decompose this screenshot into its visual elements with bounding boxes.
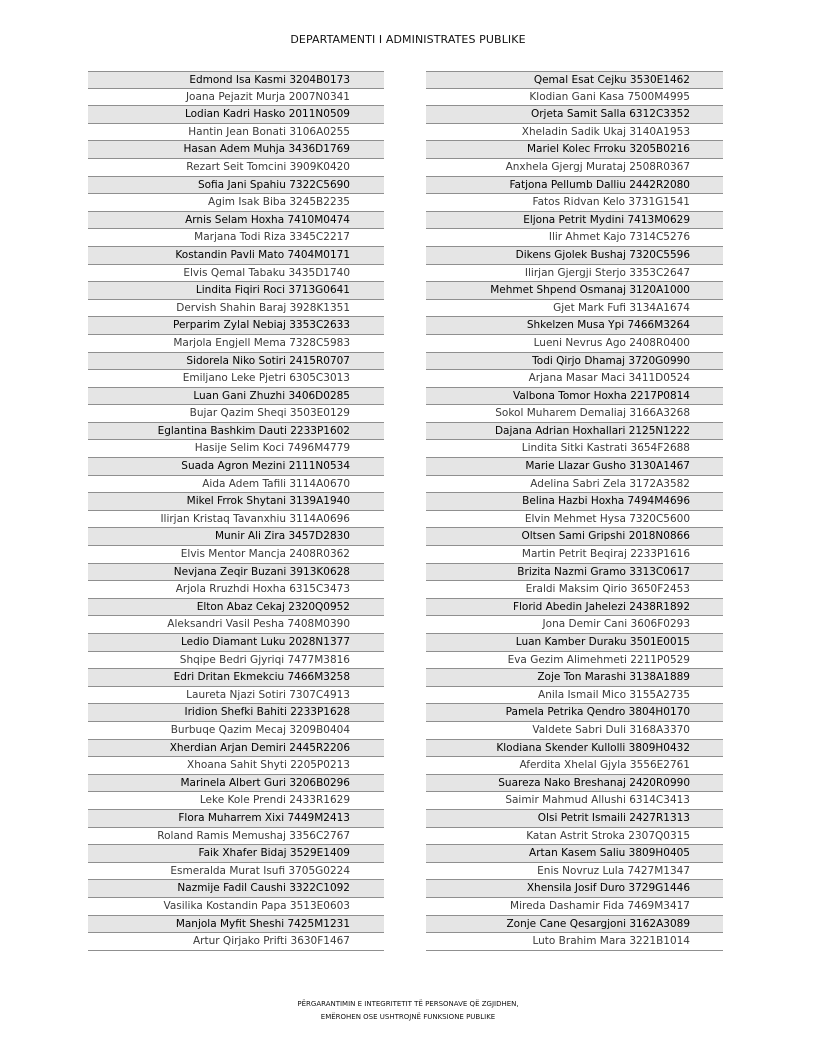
list-item: Perparim Zylal Nebiaj 3353C2633 <box>88 317 384 335</box>
list-item: Eljona Petrit Mydini 7413M0629 <box>426 212 723 230</box>
list-item: Orjeta Samit Salla 6312C3352 <box>426 106 723 124</box>
list-item: Ilirjan Kristaq Tavanxhiu 3114A0696 <box>88 511 384 529</box>
list-item: Jona Demir Cani 3606F0293 <box>426 616 723 634</box>
list-item: Ilir Ahmet Kajo 7314C5276 <box>426 229 723 247</box>
list-item: Luto Brahim Mara 3221B1014 <box>426 933 723 951</box>
footer-line-2: EMËROHEN OSE USHTROJNË FUNKSIONE PUBLIKE <box>320 1013 496 1021</box>
list-item: Marjola Engjell Mema 7328C5983 <box>88 335 384 353</box>
list-item: Fatos Ridvan Kelo 3731G1541 <box>426 194 723 212</box>
list-item: Elvin Mehmet Hysa 7320C5600 <box>426 511 723 529</box>
list-item: Vasilika Kostandin Papa 3513E0603 <box>88 898 384 916</box>
left-name-column <box>88 71 384 951</box>
list-item: Munir Ali Zira 3457D2830 <box>88 528 384 546</box>
list-item: Gjet Mark Fufi 3134A1674 <box>426 300 723 318</box>
page-footer <box>0 998 816 1024</box>
list-item: Adelina Sabri Zela 3172A3582 <box>426 476 723 494</box>
list-item: Rezart Seit Tomcini 3909K0420 <box>88 159 384 177</box>
list-item: Klodian Gani Kasa 7500M4995 <box>426 89 723 107</box>
list-item: Qemal Esat Cejku 3530E1462 <box>426 71 723 89</box>
list-item: Elton Abaz Cekaj 2320Q0952 <box>88 599 384 617</box>
list-item: Ledio Diamant Luku 2028N1377 <box>88 634 384 652</box>
right-name-column <box>426 71 723 951</box>
list-item: Emiljano Leke Pjetri 6305C3013 <box>88 370 384 388</box>
page-title: DEPARTAMENTI I ADMINISTRATES PUBLIKE <box>290 33 526 46</box>
list-item: Shqipe Bedri Gjyriqi 7477M3816 <box>88 652 384 670</box>
list-item: Aleksandri Vasil Pesha 7408M0390 <box>88 616 384 634</box>
list-item: Dervish Shahin Baraj 3928K1351 <box>88 300 384 318</box>
list-item: Dajana Adrian Hoxhallari 2125N1222 <box>426 423 723 441</box>
list-item: Sidorela Niko Sotiri 2415R0707 <box>88 353 384 371</box>
list-item: Marjana Todi Riza 3345C2217 <box>88 229 384 247</box>
list-item: Luan Kamber Duraku 3501E0015 <box>426 634 723 652</box>
list-item: Aferdita Xhelal Gjyla 3556E2761 <box>426 757 723 775</box>
list-item: Elvis Mentor Mancja 2408R0362 <box>88 546 384 564</box>
list-item: Flora Muharrem Xixi 7449M2413 <box>88 810 384 828</box>
list-item: Marie Llazar Gusho 3130A1467 <box>426 458 723 476</box>
list-item: Hantin Jean Bonati 3106A0255 <box>88 124 384 142</box>
list-item: Marinela Albert Guri 3206B0296 <box>88 775 384 793</box>
list-item: Xheladin Sadik Ukaj 3140A1953 <box>426 124 723 142</box>
list-item: Pamela Petrika Qendro 3804H0170 <box>426 704 723 722</box>
list-item: Nazmije Fadil Caushi 3322C1092 <box>88 880 384 898</box>
list-item: Xherdian Arjan Demiri 2445R2206 <box>88 740 384 758</box>
list-item: Hasije Selim Koci 7496M4779 <box>88 440 384 458</box>
list-item: Anila Ismail Mico 3155A2735 <box>426 687 723 705</box>
list-item: Saimir Mahmud Allushi 6314C3413 <box>426 792 723 810</box>
list-item: Leke Kole Prendi 2433R1629 <box>88 792 384 810</box>
list-item: Arnis Selam Hoxha 7410M0474 <box>88 212 384 230</box>
list-item: Manjola Myfit Sheshi 7425M1231 <box>88 916 384 934</box>
list-item: Oltsen Sami Gripshi 2018N0866 <box>426 528 723 546</box>
list-item: Mehmet Shpend Osmanaj 3120A1000 <box>426 282 723 300</box>
list-item: Luan Gani Zhuzhi 3406D0285 <box>88 388 384 406</box>
list-item: Arjola Rruzhdi Hoxha 6315C3473 <box>88 581 384 599</box>
list-item: Florid Abedin Jahelezi 2438R1892 <box>426 599 723 617</box>
list-item: Eraldi Maksim Qirio 3650F2453 <box>426 581 723 599</box>
list-item: Aida Adem Tafili 3114A0670 <box>88 476 384 494</box>
list-item: Valbona Tomor Hoxha 2217P0814 <box>426 388 723 406</box>
list-item: Mireda Dashamir Fida 7469M3417 <box>426 898 723 916</box>
list-item: Eglantina Bashkim Dauti 2233P1602 <box>88 423 384 441</box>
list-item: Martin Petrit Beqiraj 2233P1616 <box>426 546 723 564</box>
list-item: Sokol Muharem Demaliaj 3166A3268 <box>426 405 723 423</box>
list-item: Eva Gezim Alimehmeti 2211P0529 <box>426 652 723 670</box>
list-item: Artan Kasem Saliu 3809H0405 <box>426 845 723 863</box>
list-item: Belina Hazbi Hoxha 7494M4696 <box>426 493 723 511</box>
list-item: Edri Dritan Ekmekciu 7466M3258 <box>88 669 384 687</box>
list-item: Bujar Qazim Sheqi 3503E0129 <box>88 405 384 423</box>
list-item: Klodiana Skender Kullolli 3809H0432 <box>426 740 723 758</box>
footer-line-1: PËRGARANTIMIN E INTEGRITETIT TË PERSONAVE QË ZGJIDHEN, <box>297 1000 519 1008</box>
list-item: Elvis Qemal Tabaku 3435D1740 <box>88 265 384 283</box>
list-item: Hasan Adem Muhja 3436D1769 <box>88 141 384 159</box>
list-item: Esmeralda Murat Isufi 3705G0224 <box>88 863 384 881</box>
list-item: Faik Xhafer Bidaj 3529E1409 <box>88 845 384 863</box>
list-item: Todi Qirjo Dhamaj 3720G0990 <box>426 353 723 371</box>
list-item: Edmond Isa Kasmi 3204B0173 <box>88 71 384 89</box>
list-item: Fatjona Pellumb Dalliu 2442R2080 <box>426 177 723 195</box>
list-item: Shkelzen Musa Ypi 7466M3264 <box>426 317 723 335</box>
list-item: Burbuqe Qazim Mecaj 3209B0404 <box>88 722 384 740</box>
list-item: Lueni Nevrus Ago 2408R0400 <box>426 335 723 353</box>
list-item: Anxhela Gjergj Murataj 2508R0367 <box>426 159 723 177</box>
list-item: Mikel Frrok Shytani 3139A1940 <box>88 493 384 511</box>
list-item: Lindita Fiqiri Roci 3713G0641 <box>88 282 384 300</box>
list-item: Kostandin Pavli Mato 7404M0171 <box>88 247 384 265</box>
list-item: Brizita Nazmi Gramo 3313C0617 <box>426 564 723 582</box>
list-item: Roland Ramis Memushaj 3356C2767 <box>88 828 384 846</box>
list-item: Valdete Sabri Duli 3168A3370 <box>426 722 723 740</box>
list-item: Enis Novruz Lula 7427M1347 <box>426 863 723 881</box>
list-item: Iridion Shefki Bahiti 2233P1628 <box>88 704 384 722</box>
list-item: Laureta Njazi Sotiri 7307C4913 <box>88 687 384 705</box>
list-item: Suareza Nako Breshanaj 2420R0990 <box>426 775 723 793</box>
list-item: Mariel Kolec Frroku 3205B0216 <box>426 141 723 159</box>
list-item: Katan Astrit Stroka 2307Q0315 <box>426 828 723 846</box>
list-item: Lindita Sitki Kastrati 3654F2688 <box>426 440 723 458</box>
list-item: Olsi Petrit Ismaili 2427R1313 <box>426 810 723 828</box>
list-item: Suada Agron Mezini 2111N0534 <box>88 458 384 476</box>
list-item: Xhoana Sahit Shyti 2205P0213 <box>88 757 384 775</box>
list-item: Agim Isak Biba 3245B2235 <box>88 194 384 212</box>
list-item: Artur Qirjako Prifti 3630F1467 <box>88 933 384 951</box>
list-item: Joana Pejazit Murja 2007N0341 <box>88 89 384 107</box>
list-item: Zonje Cane Qesargjoni 3162A3089 <box>426 916 723 934</box>
list-item: Zoje Ton Marashi 3138A1889 <box>426 669 723 687</box>
list-item: Lodian Kadri Hasko 2011N0509 <box>88 106 384 124</box>
list-item: Dikens Gjolek Bushaj 7320C5596 <box>426 247 723 265</box>
list-item: Ilirjan Gjergji Sterjo 3353C2647 <box>426 265 723 283</box>
list-item: Arjana Masar Maci 3411D0524 <box>426 370 723 388</box>
list-item: Nevjana Zeqir Buzani 3913K0628 <box>88 564 384 582</box>
list-item: Sofia Jani Spahiu 7322C5690 <box>88 177 384 195</box>
list-item: Xhensila Josif Duro 3729G1446 <box>426 880 723 898</box>
